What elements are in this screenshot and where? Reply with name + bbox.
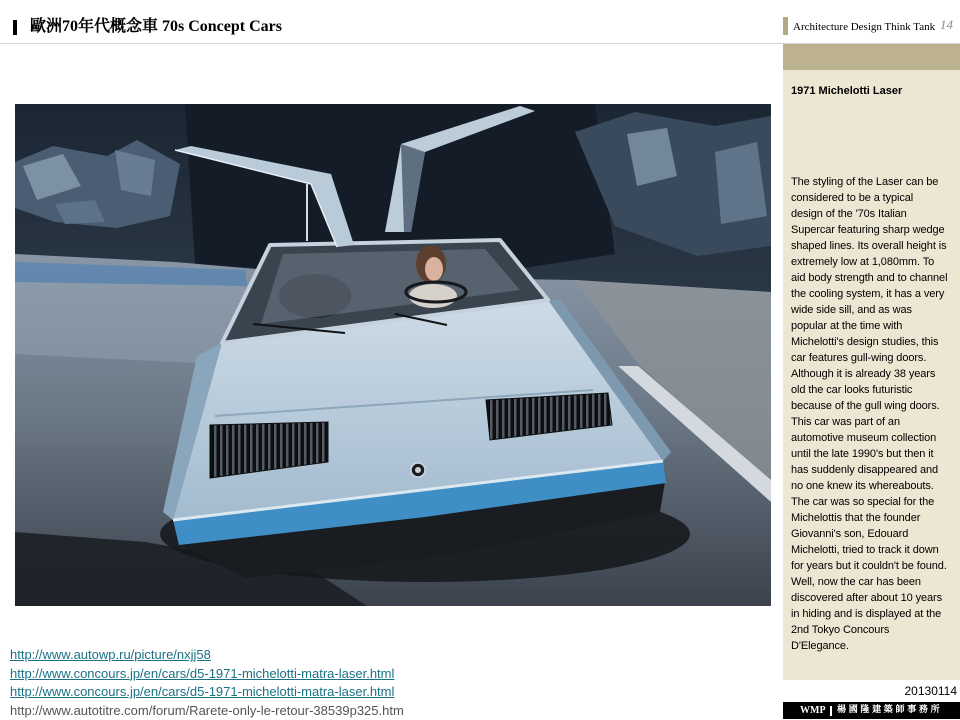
- panel-body-line: Although it is already 38 years: [791, 368, 936, 380]
- panel-body-line: considered to be a typical: [791, 192, 914, 204]
- driver-face: [425, 257, 443, 281]
- page-title: 歐洲70年代概念車 70s Concept Cars: [30, 18, 282, 35]
- panel-body-line: Giovanni's son, Edouard: [791, 528, 909, 540]
- driver-torso: [409, 284, 457, 308]
- side-panel: [783, 44, 960, 680]
- footer-bar: [783, 702, 960, 719]
- panel-body-line: Michelotti's design studies, this: [791, 336, 939, 348]
- source-link[interactable]: http://www.concours.jp/en/cars/d5-1971-michelotti-matra-laser.html: [10, 684, 395, 699]
- panel-body-line: design of the '70s Italian: [791, 208, 907, 220]
- panel-body-line: extremely low at 1,080mm. To: [791, 256, 935, 268]
- brand-marker: [783, 17, 788, 35]
- panel-body-line: for years but it couldn't be found.: [791, 560, 947, 572]
- panel-body-line: no one knew its whereabouts.: [791, 480, 934, 492]
- title-marker: [13, 20, 17, 35]
- panel-heading: 1971 Michelotti Laser: [791, 85, 903, 97]
- footer-logo: WMP: [800, 705, 826, 716]
- panel-body-line: This car was part of an: [791, 416, 900, 428]
- panel-body-line: Michelottis that the founder: [791, 512, 921, 524]
- panel-body-line: 2nd Tokyo Concours: [791, 624, 890, 636]
- panel-body-line: car features gull-wing doors.: [791, 352, 927, 364]
- panel-body-line: in hiding and is displayed at the: [791, 608, 942, 620]
- panel-body-line: has suddenly disappeared and: [791, 464, 939, 476]
- source-links: [10, 646, 710, 720]
- panel-body-line: old the car looks futuristic: [791, 384, 913, 396]
- panel-body-line: shaped lines. Its overall height is: [791, 240, 947, 252]
- panel-body-line: popular at the time with: [791, 320, 903, 332]
- panel-body-line: Well, now the car has been: [791, 576, 921, 588]
- panel-body-line: aid body strength and to channel: [791, 272, 948, 284]
- source-link[interactable]: http://www.autowp.ru/picture/nxjj58: [10, 647, 211, 662]
- panel-body-line: The car was so special for the: [791, 496, 935, 508]
- source-link[interactable]: http://www.concours.jp/en/cars/d5-1971-michelotti-matra-laser.html: [10, 665, 395, 681]
- car-badge-center: [415, 467, 421, 473]
- source-url-text: http://www.autotitre.com/forum/Rarete-only-le-retour-38539p325.htm: [10, 702, 404, 718]
- panel-body-line: discovered after about 10 years: [791, 592, 942, 604]
- panel-body: [791, 174, 957, 654]
- car-photo: [15, 104, 771, 606]
- footer-firm-name: 楊國隆建築師事務所: [837, 705, 943, 715]
- panel-body-line: D'Elegance.: [791, 640, 849, 652]
- panel-header-strip: [783, 44, 960, 70]
- footer-divider: [830, 706, 832, 716]
- panel-body-line: The styling of the Laser can be: [791, 176, 939, 188]
- slide-date: 20130114: [904, 684, 957, 698]
- panel-body-line: automotive museum collection: [791, 432, 937, 444]
- panel-body-line: wide side sill, and as was: [791, 304, 912, 316]
- panel-body-line: Michelotti, tried to track it down: [791, 544, 939, 556]
- brand-name: Architecture Design Think Tank: [793, 21, 936, 33]
- panel-body-line: because of the gull wing doors.: [791, 400, 940, 412]
- panel-body-line: the cooling system, it has a very: [791, 288, 945, 300]
- panel-body-line: Supercar featuring sharp wedge: [791, 224, 945, 236]
- page-number: 14: [940, 17, 953, 32]
- panel-body-line: until the late 1990's but then it: [791, 448, 934, 460]
